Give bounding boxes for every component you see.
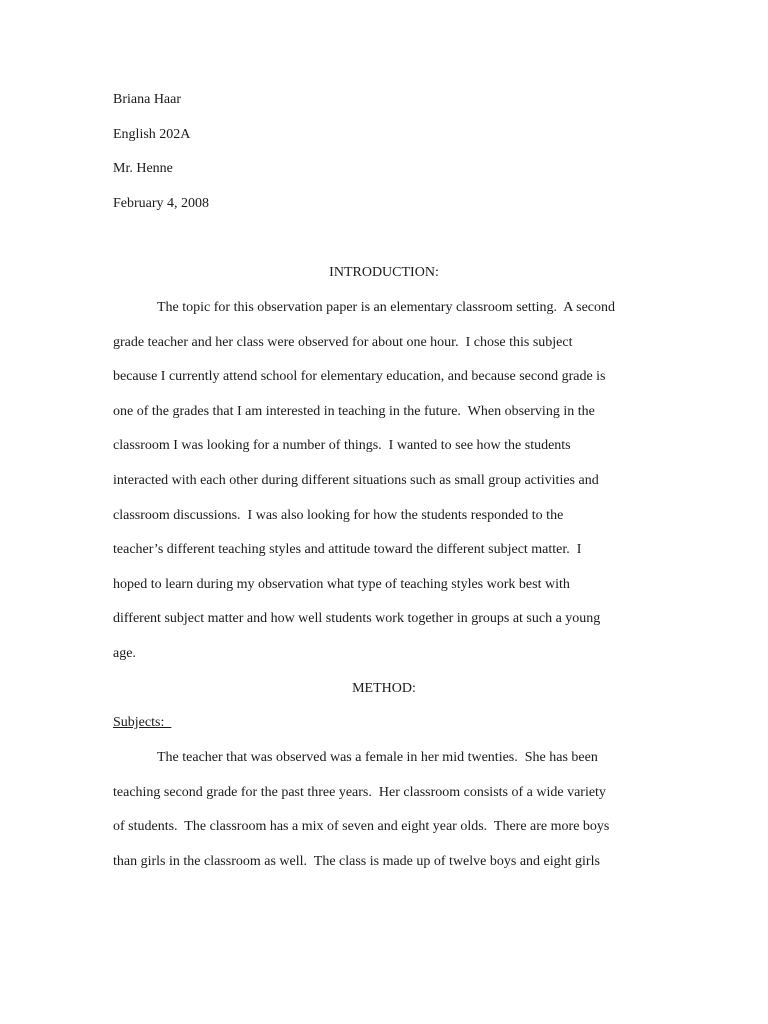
paragraph-line: hoped to learn during my observation what type of teaching styles work best with	[113, 577, 570, 592]
paragraph-line: because I currently attend school for elementary education, and because second grade is	[113, 369, 606, 384]
method-heading: METHOD:	[352, 681, 416, 696]
paragraph-line: of students. The classroom has a mix of seven and eight year olds. There are more boys	[113, 819, 610, 834]
paragraph-line: The teacher that was observed was a female in her mid twenties. She has been	[157, 750, 598, 765]
instructor-name: Mr. Henne	[113, 161, 173, 176]
paragraph-line: teaching second grade for the past three years. Her classroom consists of a wide variety	[113, 785, 606, 800]
author-name: Briana Haar	[113, 92, 182, 107]
paragraph-line: The topic for this observation paper is an elementary classroom setting. A second	[157, 300, 615, 315]
paragraph-line: age.	[113, 646, 136, 661]
paragraph-line: classroom I was looking for a number of things. I wanted to see how the students	[113, 438, 571, 453]
subjects-subheading: Subjects:	[113, 715, 172, 730]
paragraph-line: interacted with each other during different situations such as small group activities and	[113, 473, 599, 488]
document-date: February 4, 2008	[113, 196, 210, 211]
paragraph-line: classroom discussions. I was also looking for how the students responded to the	[113, 508, 564, 523]
paragraph-line: one of the grades that I am interested in teaching in the future. When observing in the	[113, 404, 595, 419]
paragraph-line: than girls in the classroom as well. The class is made up of twelve boys and eight girls	[113, 854, 600, 869]
course-name: English 202A	[113, 127, 191, 142]
paragraph-line: teacher’s different teaching styles and attitude toward the different subject matter. I	[113, 542, 582, 557]
introduction-heading: INTRODUCTION:	[329, 265, 439, 280]
paragraph-line: different subject matter and how well students work together in groups at such a young	[113, 611, 601, 626]
paragraph-line: grade teacher and her class were observed for about one hour. I chose this subject	[113, 335, 573, 350]
